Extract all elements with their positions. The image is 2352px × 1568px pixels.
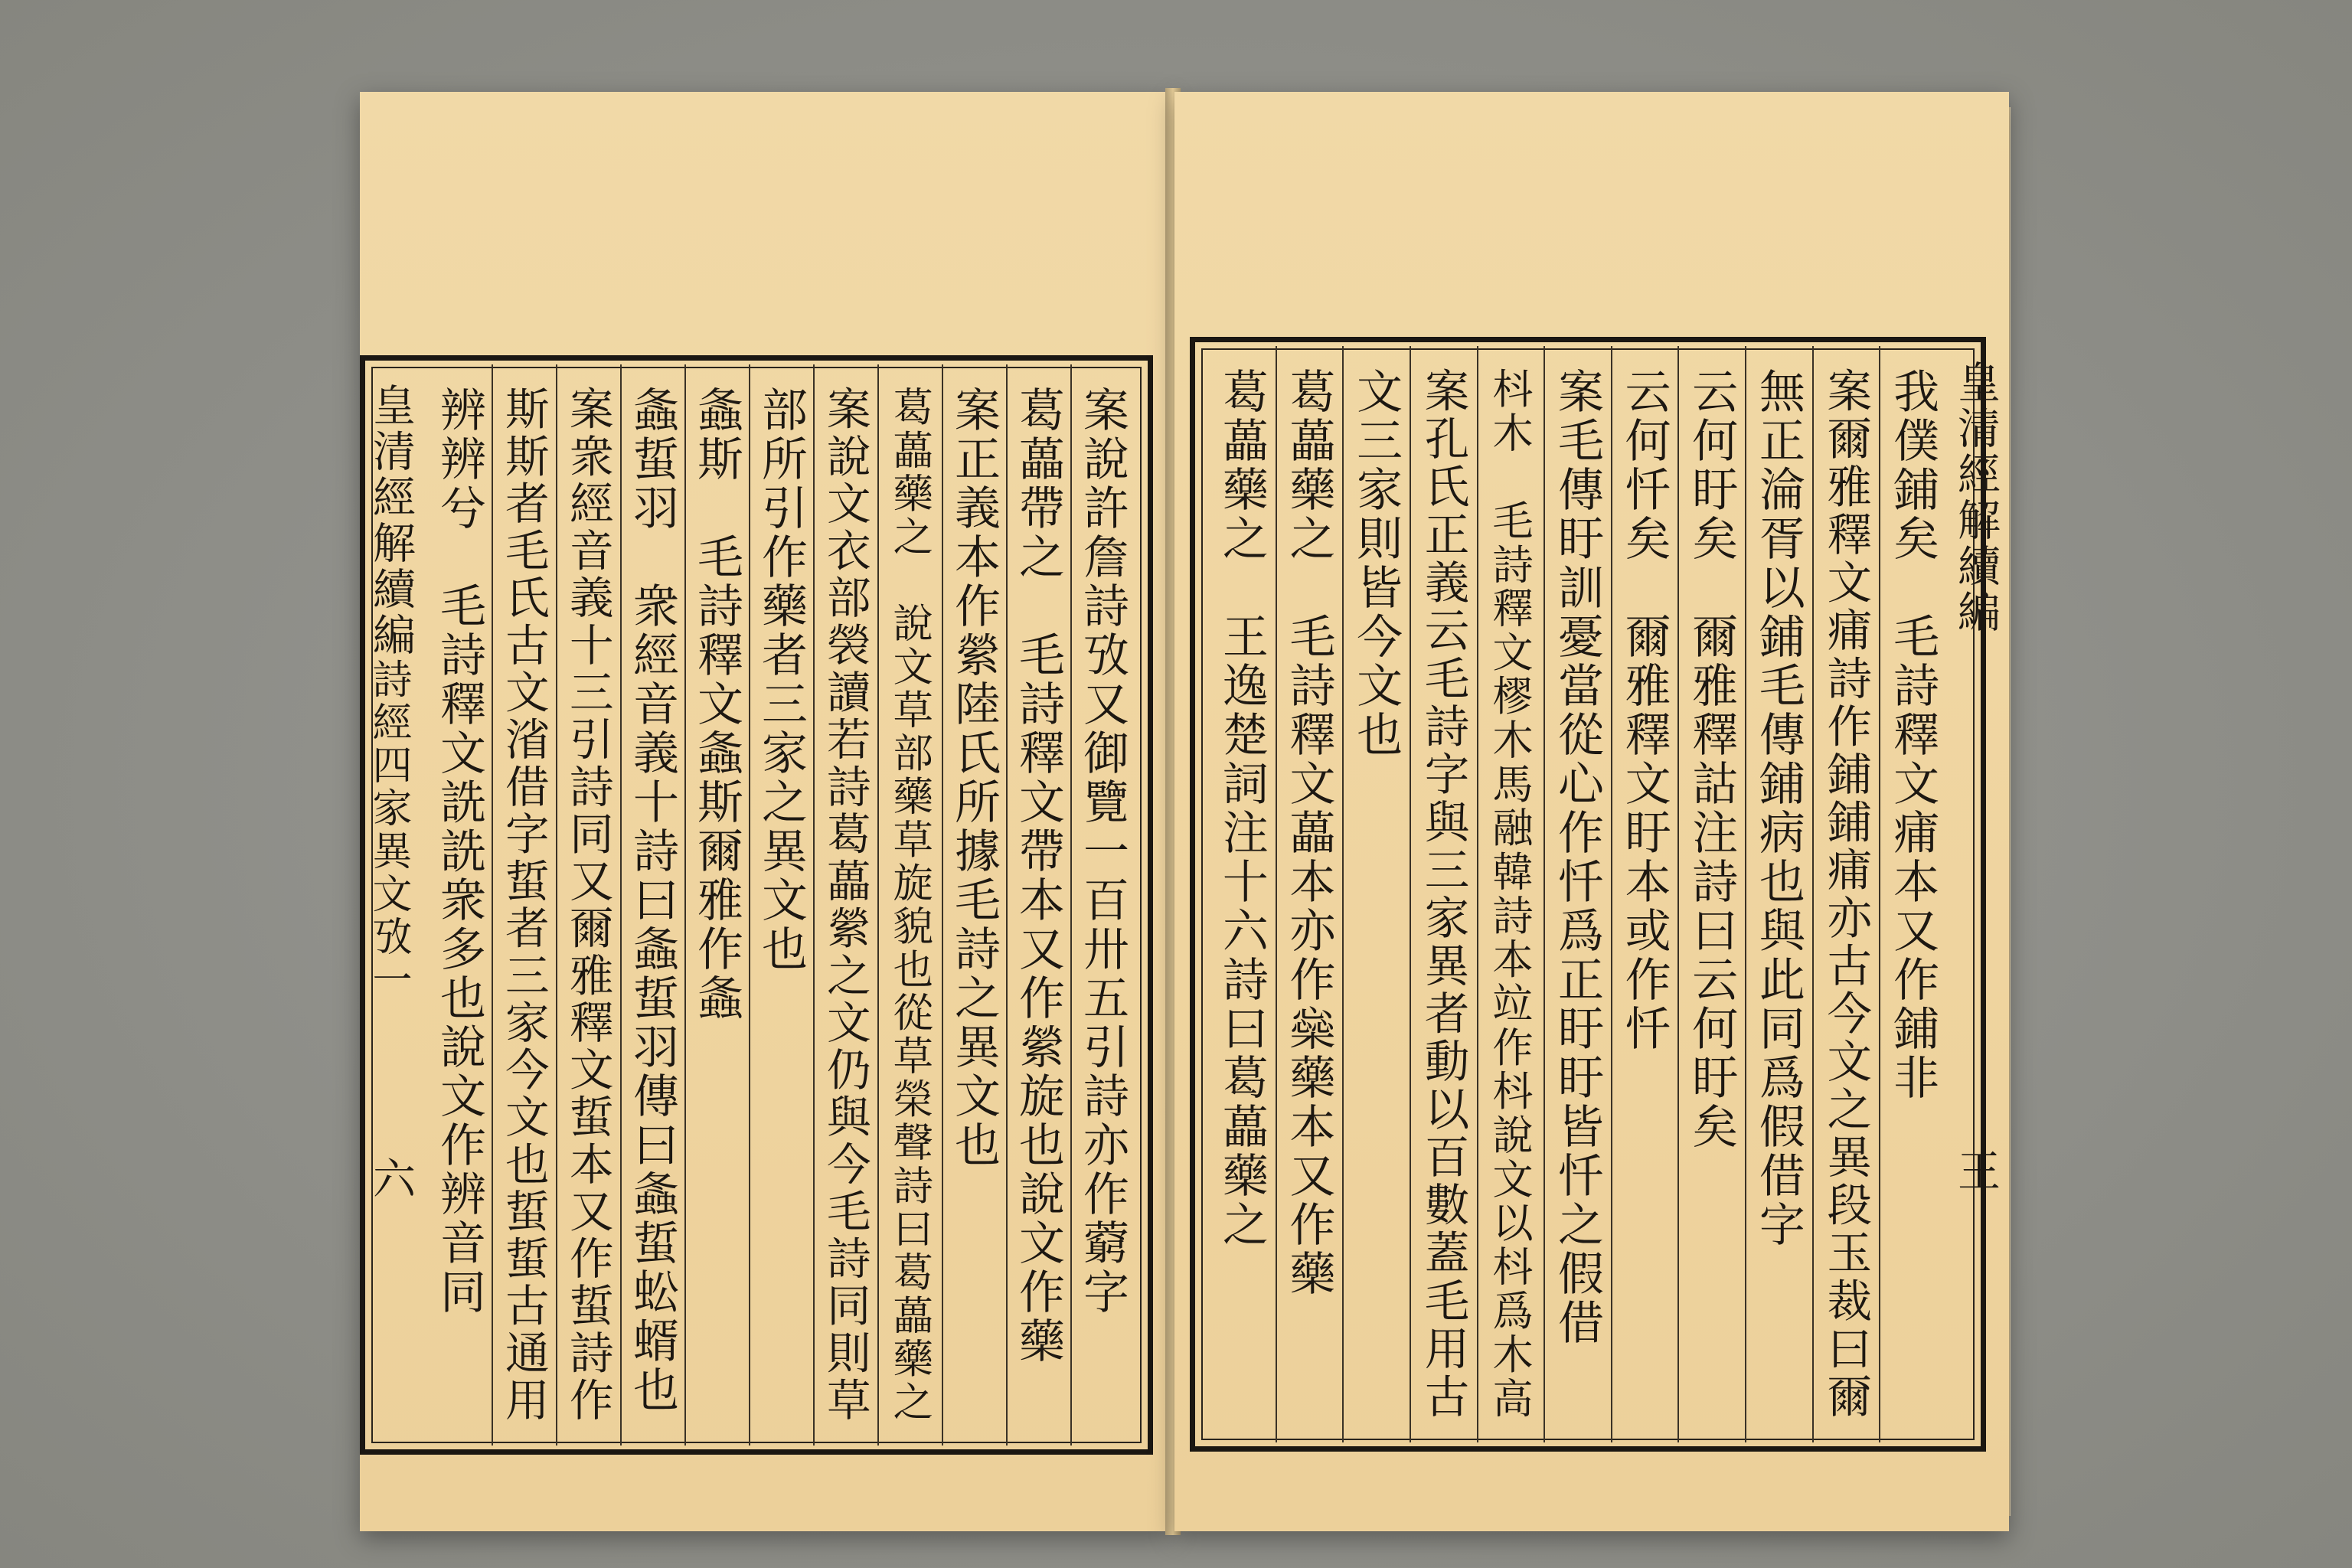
left-text-column: 葛藟藥之 說文草部藥草旋貌也從草榮聲詩曰葛藟藥之 [887, 386, 934, 1424]
left-text-column: 葛藟帶之 毛詩釋文帶本又作縈旋也說文作藥 [1011, 386, 1065, 1366]
right-column-rule [1276, 346, 1277, 1442]
left-text-column: 螽斯 毛詩釋文螽斯爾雅作螽 [690, 386, 743, 1023]
left-text-column: 案正義本作縈陸氏所據毛詩之異文也 [947, 386, 1001, 1170]
right-text-column: 云何忏矣 爾雅釋文盱本或作忏 [1617, 368, 1671, 1054]
left-margin-section: 詩經四家異文攷一 [365, 658, 411, 1001]
right-column-rule [1677, 346, 1679, 1442]
left-text-column: 斯斯者毛氏古文渻借字蜇者三家今文也蜇蜇古通用 [498, 386, 550, 1424]
right-text-column: 云何盱矣 爾雅釋詁注詩曰云何盱矣 [1684, 368, 1739, 1152]
right-text-column: 案爾雅釋文痡詩作鋪鋪痡亦古今文之異段玉裁曰爾 [1819, 368, 1872, 1421]
left-column-rule [942, 364, 943, 1446]
right-column-rule [1879, 346, 1880, 1442]
left-column-rule [877, 364, 879, 1446]
left-margin-page: 六 [366, 1156, 416, 1202]
left-text-column: 案說許詹詩攷又御覽一百卅五引詩亦作藭字 [1076, 386, 1129, 1317]
right-text-column: 枓木 毛詩釋文樛木馬融韓詩本竝作枓說文以枓爲木高 [1486, 368, 1535, 1421]
left-column-rule [813, 364, 815, 1446]
right-column-rule [1410, 346, 1411, 1442]
left-text-column: 案衆經音義十三引詩同又爾雅釋文蜇本又作蜇詩作 [562, 386, 614, 1424]
left-text-column: 部所引作藥者三家之異文也 [754, 386, 808, 974]
left-column-rule [492, 364, 493, 1446]
right-margin-title: 皇清經解續編 [1951, 360, 2001, 635]
left-column-rule [749, 364, 750, 1446]
right-text-column: 案孔氏正義云毛詩字與三家異者動以百數蓋毛用古 [1417, 368, 1469, 1421]
right-text-column: 葛藟藥之 毛詩釋文藟本亦作橤藥本又作藥 [1282, 368, 1336, 1298]
left-column-rule [556, 364, 557, 1446]
left-text-column: 辨辨兮 毛詩釋文詵詵衆多也說文作辨音同 [433, 386, 486, 1317]
right-column-rule [1611, 346, 1612, 1442]
left-column-rule [620, 364, 622, 1446]
left-margin-title: 皇清經解續編 [366, 383, 416, 658]
right-column-rule [1544, 346, 1545, 1442]
left-text-column: 案說文衣部褮讀若詩葛藟縈之文仍與今毛詩同則草 [819, 386, 871, 1424]
right-margin-page: 王 [1951, 1148, 2001, 1194]
right-column-rule [1745, 346, 1746, 1442]
left-text-column: 螽蜇羽 衆經音義十詩曰螽蜇羽傳曰螽蜇蚣蝑也 [626, 386, 679, 1415]
right-column-rule [1477, 346, 1478, 1442]
right-text-column: 我僕鋪矣 毛詩釋文痡本又作鋪非 [1886, 368, 1940, 1102]
right-column-rule [1342, 346, 1344, 1442]
right-column-rule [1812, 346, 1814, 1442]
left-column-rule [1070, 364, 1072, 1446]
right-text-column: 無正淪胥以鋪毛傳鋪病也與此同爲假借字 [1751, 368, 1805, 1250]
left-column-rule [684, 364, 686, 1446]
right-text-column: 文三家則皆今文也 [1349, 368, 1403, 760]
right-text-column: 案毛傳盱訓憂當從心作忏爲正盱盱皆忏之假借 [1550, 368, 1604, 1348]
right-text-column: 葛藟藥之 王逸楚詞注十六詩曰葛藟藥之 [1214, 368, 1269, 1250]
left-column-rule [1006, 364, 1008, 1446]
